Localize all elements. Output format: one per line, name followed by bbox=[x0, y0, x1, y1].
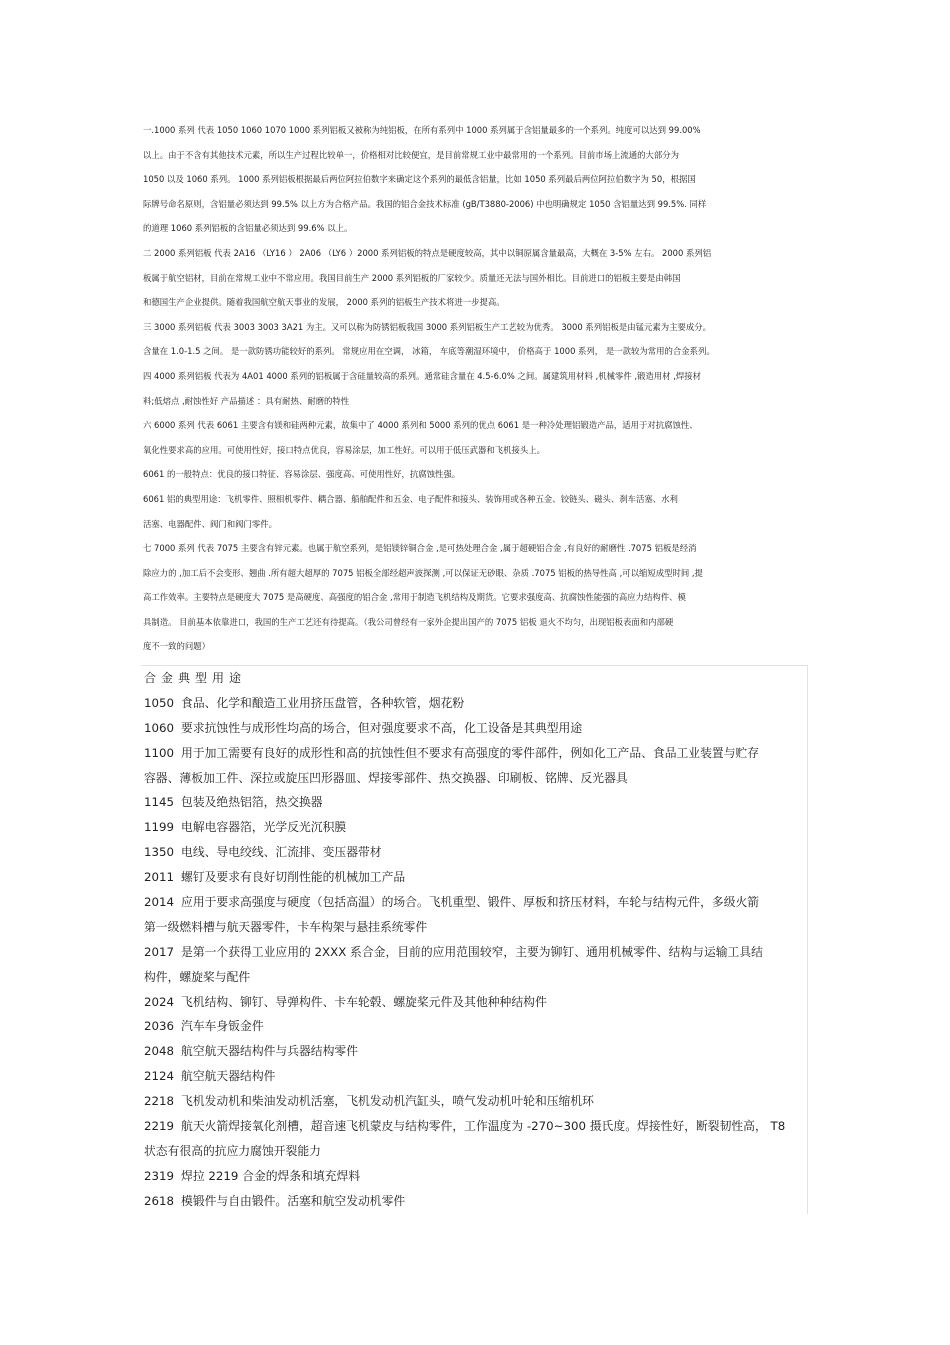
intro-line: 七 7000 系列 代表 7075 主要含有锌元素。也属于航空系列，是铝镁锌铜合金 ,是可热处理合金 ,属于超硬铝合金 ,有良好的耐磨性 .7075 铝板是经消 bbox=[143, 543, 697, 554]
alloy-usage: 构件，螺旋桨与配件 bbox=[144, 969, 251, 984]
table-row bbox=[141, 815, 807, 840]
table-row bbox=[141, 741, 807, 766]
alloy-code: 2014 bbox=[144, 895, 175, 910]
alloy-code: 1100 bbox=[144, 745, 175, 760]
table-header: 合金典型用途 bbox=[144, 671, 247, 685]
alloy-usage: 汽车车身钣金件 bbox=[181, 1019, 264, 1034]
alloy-usage: 容器、薄板加工件、深拉或旋压凹形器皿、焊接零部件、热交换器、印刷板、铭牌、反光器具 bbox=[144, 770, 628, 785]
intro-line: 三 3000 系列铝板 代表 3003 3003 3A21 为主。又可以称为防锈铝板我国 3000 系列铝板生产工艺较为优秀。 3000 系列铝板是由锰元素为主要成分。 bbox=[143, 321, 711, 332]
alloy-usage: 螺钉及要求有良好切削性能的机械加工产品 bbox=[181, 870, 406, 885]
intro-line: 料;低熔点 ,耐蚀性好 产品描述 ：具有耐热、耐磨的特性 bbox=[143, 395, 350, 406]
table-row bbox=[141, 1114, 807, 1139]
alloy-usage: 航天火箭焊接氧化剂槽，超音速飞机蒙皮与结构零件，工作温度为 -270~300 摄氏度。焊接性好，断裂韧性高， T8 bbox=[181, 1119, 786, 1134]
table-row bbox=[141, 1014, 807, 1039]
alloy-code: 2218 bbox=[144, 1094, 175, 1109]
alloy-code: 1199 bbox=[144, 820, 175, 835]
table-row bbox=[141, 1089, 807, 1114]
alloy-code: 1050 bbox=[144, 695, 175, 710]
intro-line: 高工作效率。主要特点是硬度大 7075 是高硬度、高强度的铝合金 ,常用于制造飞机结构及期货。它要求强度高、抗腐蚀性能强的高应力结构件、模 bbox=[143, 592, 686, 603]
intro-line: 和德国生产企业提供。随着我国航空航天事业的发展， 2000 系列的铝板生产技术将进一步提高。 bbox=[143, 297, 505, 308]
intro-line: 1050 以及 1060 系列。 1000 系列铝板根据最后两位阿拉伯数字来确定这个系列的最低含铝量，比如 1050 系列最后两位阿拉伯数字为 50，根据国 bbox=[143, 174, 696, 185]
alloy-usage: 是第一个获得工业应用的 2XXX 系合金，目前的应用范围较窄，主要为铆钉、通用机械零件、结构与运输工具结 bbox=[181, 944, 763, 959]
intro-line: 二 2000 系列铝板 代表 2A16 （LY16 ） 2A06 （LY6 ）2000 系列铝板的特点是硬度较高，其中以铜原属含量最高，大概在 3-5% 左右。 2000 系列铝 bbox=[143, 247, 712, 258]
table-row bbox=[141, 1139, 807, 1164]
intro-line: 具制造。 目前基本依靠进口，我国的生产工艺还有待提高。（我公司曾经有一家外企提出国产的 7075 铝板 退火不均匀，出现铝板表面和内部硬 bbox=[143, 616, 674, 627]
intro-line: 以上。由于不含有其他技术元素，所以生产过程比较单一，价格相对比较便宜，是目前常规工业中最常用的一个系列。目前市场上流通的大部分为 bbox=[143, 149, 679, 160]
alloy-usage: 电解电容器箔，光学反光沉积膜 bbox=[181, 820, 347, 835]
alloy-usage: 状态有很高的抗应力腐蚀开裂能力 bbox=[144, 1143, 321, 1158]
alloy-code: 1350 bbox=[144, 845, 175, 860]
table-row bbox=[141, 840, 807, 865]
alloy-usage: 第一级燃料槽与航天器零件，卡车构架与悬挂系统零件 bbox=[144, 919, 428, 934]
alloy-code: 1060 bbox=[144, 720, 175, 735]
intro-line: 板属于航空铝材，目前在常规工业中不常应用。我国目前生产 2000 系列铝板的厂家较少。质量还无法与国外相比。目前进口的铝板主要是由韩国 bbox=[143, 272, 681, 283]
alloy-usage: 应用于要求高强度与硬度（包括高温）的场合。飞机重型、锻件、厚板和挤压材料，车轮与结构元件，多级火箭 bbox=[181, 895, 760, 910]
intro-line: 6061 铝的典型用途：飞机零件、照相机零件、耦合器、船舶配件和五金、电子配件和接头、装饰用或各种五金、铰链头、磁头、刹车活塞、水利 bbox=[143, 493, 678, 504]
alloy-usage: 模锻件与自由锻件。活塞和航空发动机零件 bbox=[181, 1193, 406, 1208]
table-row bbox=[141, 716, 807, 741]
intro-line: 际牌号命名原则，含铝量必须达到 99.5% 以上方为合格产品。我国的铝合金技术标准 (gB/T3880-2006) 中也明确规定 1050 含铝量达到 99.5%. 同样 bbox=[143, 198, 707, 209]
table-row bbox=[141, 890, 807, 915]
intro-line: 四 4000 系列铝板 代表为 4A01 4000 系列的铝板属于含硅量较高的系列。通常硅含量在 4.5-6.0% 之间。属建筑用材料 ,机械零件 ,锻造用材 ,焊接材 bbox=[143, 370, 701, 381]
intro-line: 活塞、电器配件、阀门和阀门零件。 bbox=[143, 518, 277, 529]
table-row bbox=[141, 915, 807, 940]
alloy-usage: 飞机结构、铆钉、导弹构件、卡车轮毂、螺旋桨元件及其他种种结构件 bbox=[181, 994, 547, 1009]
alloy-code: 2124 bbox=[144, 1069, 175, 1084]
table-row bbox=[141, 1064, 807, 1089]
alloy-usage: 焊拉 2219 合金的焊条和填充焊料 bbox=[181, 1168, 361, 1183]
alloy-code: 2618 bbox=[144, 1193, 175, 1208]
table-row bbox=[141, 1039, 807, 1064]
table-row bbox=[141, 691, 807, 716]
intro-line: 的道理 1060 系列铝板的含铝量必须达到 99.6% 以上。 bbox=[143, 223, 353, 234]
table-row bbox=[141, 1164, 807, 1189]
alloy-code: 2017 bbox=[144, 944, 175, 959]
alloy-code: 2219 bbox=[144, 1119, 175, 1134]
intro-line: 度不一致的问题） bbox=[143, 641, 210, 652]
intro-line: 除应力的 ,加工后不会变形、翘曲 .所有超大超厚的 7075 铝板全部经超声波探测 ,可以保证无砂眼、杂质 .7075 铝板的热导性高 ,可以缩短成型时间 ,提 bbox=[143, 567, 703, 578]
alloy-code: 2024 bbox=[144, 994, 175, 1009]
table-row bbox=[141, 990, 807, 1015]
intro-line: 6061 的一般特点：优良的接口特征、容易涂层、强度高、可使用性好，抗腐蚀性强。 bbox=[143, 469, 461, 480]
table-row bbox=[141, 766, 807, 791]
alloy-code: 1145 bbox=[144, 795, 175, 810]
alloy-code: 2036 bbox=[144, 1019, 175, 1034]
intro-line: 含量在 1.0-1.5 之间。 是一款防锈功能较好的系列。 常规应用在空调， 冰箱， 车底等潮湿环境中， 价格高于 1000 系列， 是一款较为常用的合金系列。 bbox=[143, 346, 715, 357]
alloy-usage: 航空航天器结构件与兵器结构零件 bbox=[181, 1044, 358, 1059]
alloy-usage: 包装及绝热铝箔，热交换器 bbox=[181, 795, 323, 810]
table-row bbox=[141, 965, 807, 990]
intro-text bbox=[143, 118, 808, 659]
alloy-usage: 食品、化学和酿造工业用挤压盘管，各种软管，烟花粉 bbox=[181, 695, 465, 710]
alloy-usage: 要求抗蚀性与成形性均高的场合，但对强度要求不高，化工设备是其典型用途 bbox=[181, 720, 583, 735]
table-row bbox=[141, 865, 807, 890]
table-row bbox=[141, 1189, 807, 1214]
intro-line: 一.1000 系列 代表 1050 1060 1070 1000 系列铝板又被称为纯铝板，在所有系列中 1000 系列属于含铝量最多的一个系列。纯度可以达到 99.00% bbox=[143, 125, 701, 135]
alloy-usage: 用于加工需要有良好的成形性和高的抗蚀性但不要求有高强度的零件部件，例如化工产品、食品工业装置与贮存 bbox=[181, 745, 760, 760]
alloy-usage: 飞机发动机和柴油发动机活塞，飞机发动机汽缸头，喷气发动机叶轮和压缩机环 bbox=[181, 1094, 594, 1109]
intro-line: 氧化性要求高的应用。可使用性好，接口特点优良，容易涂层，加工性好。可以用于低压武器和飞机接头上。 bbox=[143, 444, 545, 455]
alloy-usage-table bbox=[141, 665, 808, 1214]
intro-line: 六 6000 系列 代表 6061 主要含有镁和硅两种元素，故集中了 4000 系列和 5000 系列的优点 6061 是一种冷处理铝锻造产品，适用于对抗腐蚀性、 bbox=[143, 420, 698, 431]
table-row bbox=[141, 790, 807, 815]
alloy-code: 2048 bbox=[144, 1044, 175, 1059]
alloy-usage: 航空航天器结构件 bbox=[181, 1069, 276, 1084]
alloy-usage: 电线、导电绞线、汇流排、变压器带材 bbox=[181, 845, 382, 860]
table-row bbox=[141, 940, 807, 965]
alloy-code: 2011 bbox=[144, 870, 175, 885]
alloy-code: 2319 bbox=[144, 1168, 175, 1183]
